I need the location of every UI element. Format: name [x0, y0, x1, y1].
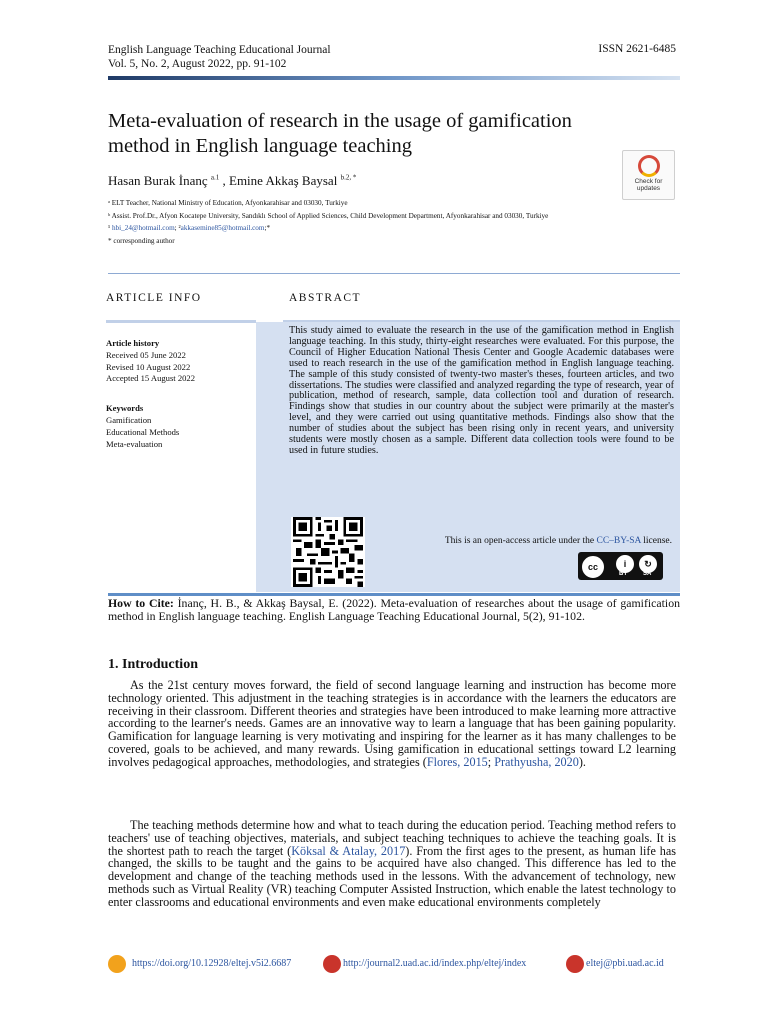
email-separator: ; ²: [174, 224, 181, 232]
by-label: BY: [619, 571, 628, 577]
email-suffix: ;*: [264, 224, 271, 232]
author-1-sup: a.1: [210, 173, 220, 182]
section-heading-introduction: 1. Introduction: [108, 657, 198, 672]
cite-label: How to Cite:: [108, 596, 174, 610]
paper-title: Meta-evaluation of research in the usage of gamification method in English language teaching: [108, 110, 572, 157]
check-for-updates-badge[interactable]: [622, 150, 675, 200]
ref-koksal[interactable]: Köksal & Atalay, 2017: [291, 843, 406, 858]
p2-text-b: ). From the first ages to the present, as human life has changed, the skills to be taught and the gains to be acquired have also changed. This difference has led to the development and change of the teaching methods used in the lessons. With the advancement of technology, new methods such as Virtual Reality (VR) teaching Computer Assisted Instruction, which enable the latest technology to enter classrooms and educational environments and even make educational environments completely: [108, 843, 676, 909]
ref-flores[interactable]: Flores, 2015: [426, 754, 488, 769]
open-access-notice: [445, 536, 672, 546]
corresponding-author: * corresponding author: [108, 236, 175, 245]
cc-icon: cc: [582, 556, 604, 578]
author-line: [108, 173, 356, 189]
sa-icon: ↻: [639, 555, 657, 573]
article-info-heading: ARTICLE INFO: [106, 292, 202, 304]
cc-license-link[interactable]: CC–BY-SA: [596, 536, 641, 546]
article-history: [106, 338, 195, 450]
abstract-text: This study aimed to evaluate the research in the use of the gamification method in English language teaching. In this study, thirty-eight researches were evaluated. For this purpose, the Council of Higher Education National Thesis Center and Google Academic databases were used to reach research in the use of the gamification method in English language teaching. The sample of this study consisted of twenty-two master's theses, fourteen articles, and two dissertations. The studies were classified and analyzed regarding the type of research, year of publication, method of research, sample, data collection tool and duration of research. Findings show that studies in our country about the subject were primarily at the master's level, and they were carried out using quantitative methods. Findings also show that the number of studies about the subject has been rising only in recent years, and university students were mostly chosen as a sample. Different data collection tools were found to be used in future studies.: [289, 325, 674, 456]
paragraph-1: [108, 679, 676, 769]
qr-code-icon[interactable]: [291, 517, 365, 587]
author-2-sup: b.2, *: [340, 173, 357, 182]
header-gradient-bar: [108, 76, 680, 80]
oa-prefix: This is an open-access article under the: [444, 536, 597, 546]
check-updates-icon: [638, 155, 660, 177]
email-link-1[interactable]: hbi_24@hotmail.com: [111, 224, 175, 232]
how-to-cite: [108, 597, 680, 623]
journal-name: English Language Teaching Educational Journal: [108, 44, 331, 56]
affiliation-a: ᵃ ELT Teacher, National Ministry of Education, Afyonkarahisar and 03030, Turkiye: [108, 199, 348, 207]
keywords-label: Keywords: [106, 403, 144, 414]
author-1: Hasan Burak İnanç: [108, 173, 208, 188]
p2-text-a: The teaching methods determine how and what to teach during the education period. Teaching method refers to teachers' use of teaching objectives, materials, and subject teaching techniques to achieve the teaching goals. It is the shortest path to reach the target (: [108, 818, 676, 858]
p1-sep: ;: [487, 754, 495, 769]
journal-header: [108, 43, 331, 71]
abstract-heading: ABSTRACT: [289, 292, 362, 304]
email-link-2[interactable]: akkasemine85@hotmail.com: [180, 224, 265, 232]
doi-icon: [108, 955, 126, 973]
footer: [108, 955, 680, 977]
globe-icon: [323, 955, 341, 973]
p1-text: As the 21st century moves forward, the field of second language learning and instruction has become more technology oriented. This adjustment in the teaching strategies is in accordance with the learners the educators are receiving in their classroom. Different theories and strategies have been introduced to make learning more attractive according to the learner's needs. Games are an innovative way to learn a language that has been gaining popularity. Gamification for language learning is very motivating and inspiring for the learner as it has many challenges to be covered, goals to be achieved, and many rewards. Using gamification in educational settings toward L2 learning involves pedagogical approaches, methodologies, and strategies (: [108, 678, 676, 769]
issn: ISSN 2621-6485: [598, 43, 676, 55]
article-info-bar: [106, 320, 256, 323]
sa-label: SA: [643, 571, 652, 577]
by-icon: i: [616, 555, 634, 573]
email-icon: [566, 955, 584, 973]
divider: [108, 273, 680, 274]
p1-end: ).: [578, 754, 586, 769]
oa-suffix: license.: [640, 536, 672, 546]
badge-line2: updates: [636, 185, 661, 192]
journal-volume: Vol. 5, No. 2, August 2022, pp. 91-102: [108, 58, 287, 70]
received-date: Received 05 June 2022: [106, 349, 186, 360]
keyword: Meta-evaluation: [106, 438, 163, 449]
keyword: Educational Methods: [106, 426, 180, 437]
paragraph-2: [108, 819, 676, 909]
affiliation-b: ᵇ Assist. Prof.Dr., Afyon Kocatepe University, Sandıklı School of Applied Sciences, Child Development Department, Afyonkarahisar and 03030, Turkiye: [108, 211, 549, 220]
keyword: Gamification: [106, 414, 152, 425]
badge-line1: Check for: [634, 178, 663, 185]
author-separator: ,: [219, 173, 229, 188]
cc-by-sa-badge[interactable]: [578, 552, 663, 580]
author-2: Emine Akkaş Baysal: [229, 173, 338, 188]
revised-date: Revised 10 August 2022: [106, 361, 191, 372]
emails: [108, 222, 688, 235]
journal-email-link[interactable]: eltej@pbi.uad.ac.id: [586, 958, 664, 969]
accepted-date: Accepted 15 August 2022: [106, 373, 196, 384]
history-label: Article history: [106, 338, 160, 348]
affiliations: [108, 197, 688, 247]
doi-link[interactable]: https://doi.org/10.12928/eltej.v5i2.6687: [132, 958, 292, 969]
ref-prathyusha[interactable]: Prathyusha, 2020: [494, 754, 579, 769]
cite-text: İnanç, H. B., & Akkaş Baysal, E. (2022). Meta-evaluation of researches about the usage of gamification method in English language teaching. English Language Teaching Educational Journal, 5(2), 91-102.: [108, 596, 680, 623]
email-prefix: ¹: [108, 224, 111, 232]
journal-url-link[interactable]: http://journal2.uad.ac.id/index.php/eltej/index: [343, 958, 527, 969]
